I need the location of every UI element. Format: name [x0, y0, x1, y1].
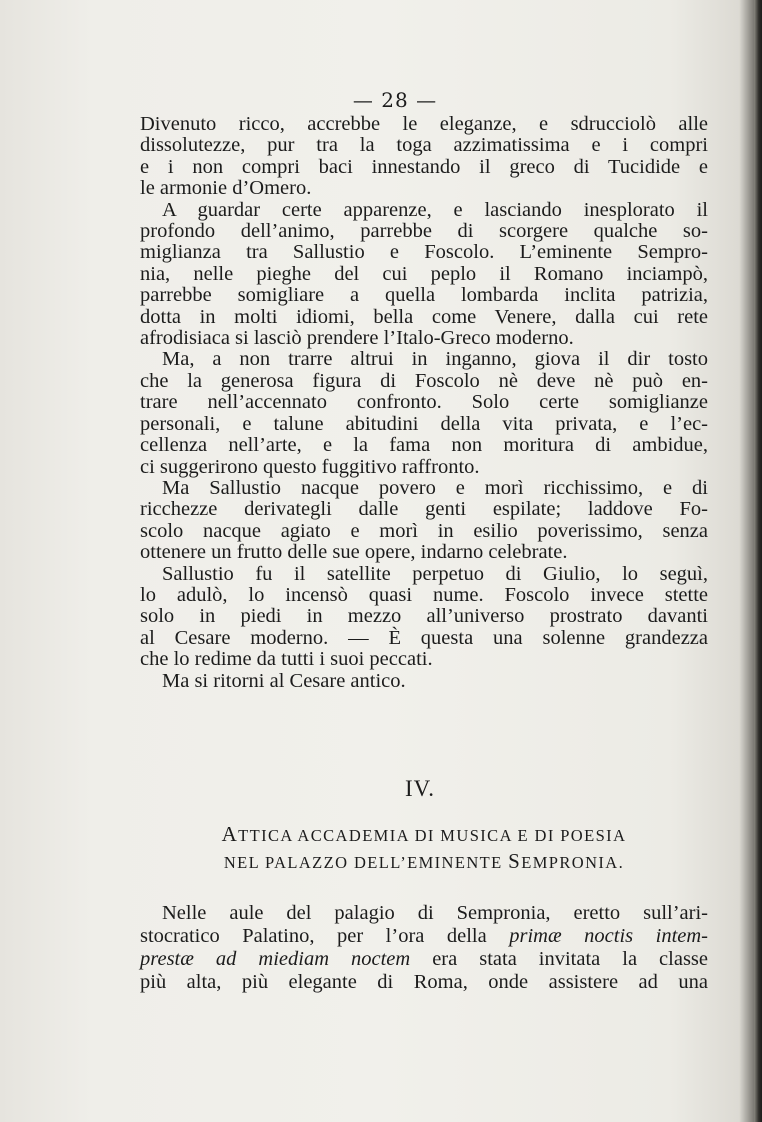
text-line: nia, nelle pieghe del cui peplo il Romano inciampò,: [140, 262, 708, 285]
text-line: afrodisiaca si lasciò prendere l’Italo-Greco moderno.: [140, 327, 574, 350]
text-line: dissolutezze, pur tra la toga azzimatissima e i compri: [140, 134, 708, 157]
paragraph-1: [140, 114, 708, 200]
text-line: personali, e talune abitudini della vita privata, e l’ec-: [140, 412, 708, 435]
text-line: e i non compri baci innestando il greco di Tucidide e: [140, 155, 708, 178]
section-heading-line-2: [140, 849, 708, 874]
page-number: — 28 —: [352, 88, 438, 112]
paragraph-2: [140, 200, 708, 350]
book-spine-shadow: [754, 0, 762, 1122]
section-text: [140, 902, 708, 994]
small-caps-capital: S: [508, 849, 522, 873]
text-line: che lo redime da tutti i suoi peccati.: [140, 648, 433, 671]
text-line: [140, 948, 708, 971]
paragraph-6: [140, 671, 708, 692]
text-line: ricchezze derivategli dalle genti espilate; laddove Fo-: [140, 498, 708, 521]
text-line: [140, 925, 708, 948]
text-line: cellenza nell’arte, e la fama non moritura di ambidue,: [140, 434, 708, 457]
text-line: miglianza tra Sallustio e Foscolo. L’eminente Sempro-: [140, 241, 708, 264]
text-line: Sallustio fu il satellite perpetuo di Giulio, lo seguì,: [162, 562, 708, 585]
text-line: le armonie d’Omero.: [140, 177, 312, 200]
small-caps-text: NEL PALAZZO DELL’EMINENTE: [223, 853, 509, 872]
text-run: era stata invitata la classe: [432, 948, 708, 970]
text-line: Nelle aule del palagio di Sempronia, eretto sull’ari-: [162, 902, 708, 924]
text-line: Ma, a non trarre altrui in inganno, giova il dir tosto: [162, 348, 708, 371]
text-line: trare nell’accennato confronto. Solo certe somiglianze: [140, 391, 708, 414]
text-line: dotta in molti idiomi, bella come Venere, dalla cui rete: [140, 305, 708, 328]
text-line: ci suggerirono questo fuggitivo raffronto.: [140, 455, 480, 478]
chapter-text: [140, 114, 708, 692]
text-line: parrebbe somigliare a quella lombarda inclita patrizia,: [140, 284, 708, 307]
text-line: Ma Sallustio nacque povero e morì ricchissimo, e di: [162, 476, 708, 499]
text-line: Divenuto ricco, accrebbe le eleganze, e sdrucciolò alle: [140, 113, 708, 135]
text-line: più alta, più elegante di Roma, onde assistere ad una: [140, 971, 708, 993]
text-line: Ma si ritorni al Cesare antico.: [162, 669, 406, 692]
text-line: al Cesare moderno. — È questa una solenne grandezza: [140, 626, 708, 649]
latin-phrase: prestæ ad miediam noctem: [140, 948, 411, 970]
small-caps-text: TTICA ACCADEMIA DI MUSICA E DI POESIA: [238, 826, 627, 845]
text-line: profondo dell’animo, parrebbe di scorgere qualche so-: [140, 220, 708, 243]
section-number: IV.: [404, 776, 436, 801]
small-caps-text: EMPRONIA.: [521, 853, 625, 872]
text-line: ottenere un frutto delle sue opere, indarno celebrate.: [140, 541, 568, 564]
paragraph-3: [140, 349, 708, 477]
text-line: scolo nacque agiato e morì in esilio poverissimo, senza: [140, 519, 708, 542]
section-heading-line-1: [140, 822, 708, 847]
text-line: A guardar certe apparenze, e lasciando inesplorato il: [162, 198, 708, 221]
text-line: lo adulò, lo incensò quasi nume. Foscolo invece stette: [140, 583, 708, 606]
section-paragraph: [140, 902, 708, 994]
paragraph-5: [140, 564, 708, 671]
small-caps-capital: A: [221, 822, 239, 846]
paragraph-4: [140, 478, 708, 564]
latin-phrase: primæ noctis intem-: [509, 925, 708, 947]
text-line: che la generosa figura di Foscolo nè deve nè può en-: [140, 369, 708, 392]
text-line: solo in piedi in mezzo all’universo prostrato davanti: [140, 605, 708, 628]
text-run: stocratico Palatino, per l’ora della: [140, 925, 487, 947]
